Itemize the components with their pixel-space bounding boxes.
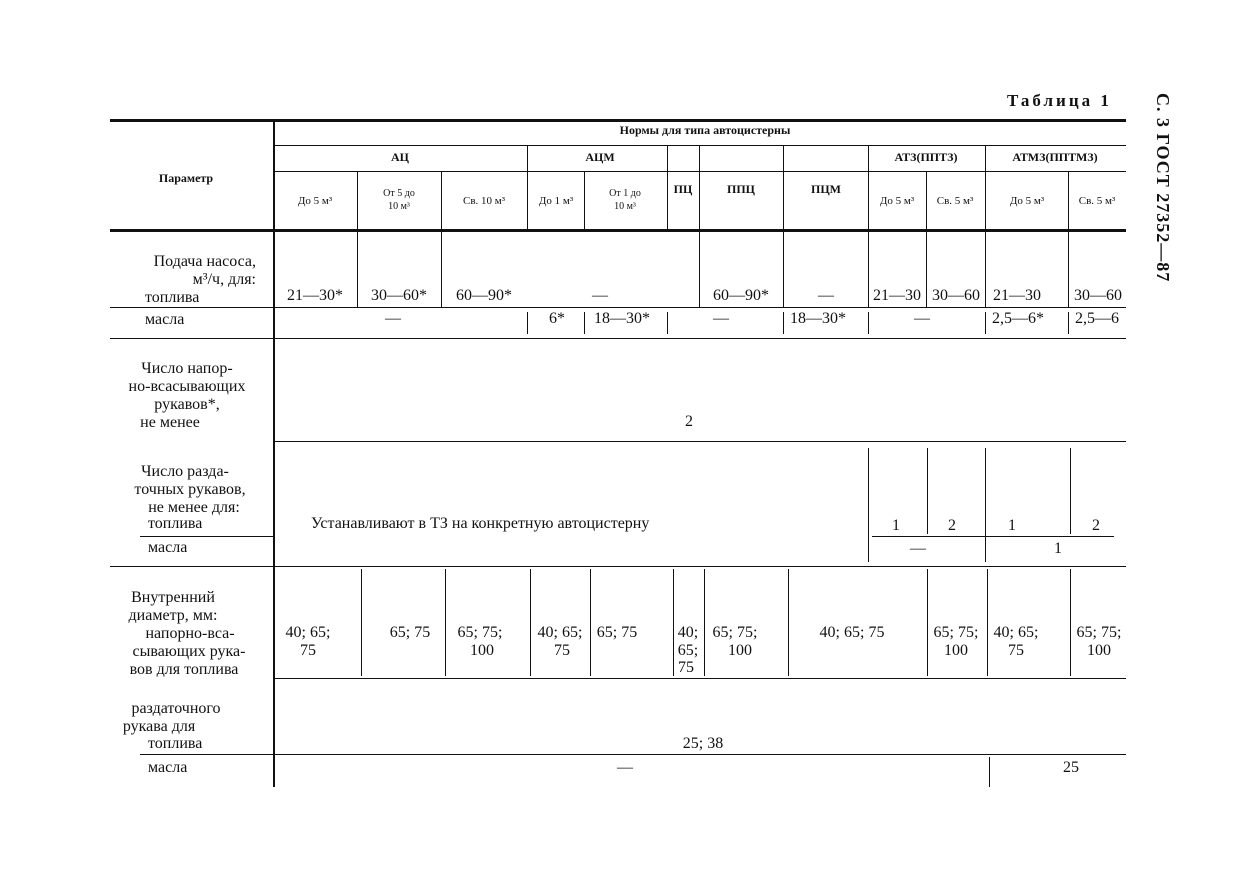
pump-fuel-pcm: — [818,287,834,304]
suction-label-3: рукавов*, [154,396,220,413]
dispense-hose-oil-value: — [617,759,633,776]
header-atz1: До 5 м³ [879,195,915,207]
header-acm2a: От 1 до [609,188,641,199]
pump-oil-atmz2: 2,5—6 [1075,310,1119,327]
header-atmz2: Св. 5 м³ [1078,195,1116,207]
header-group-pcm: ПЦМ [811,182,841,196]
pump-fuel-ac1: 21—30* [287,287,343,304]
diameter-ppc-a: 65; 75; [712,624,758,641]
pump-fuel-atmz2: 30—60 [1074,287,1122,304]
header-parameter: Параметр [158,171,214,185]
header-norms: Нормы для типа автоцистерны [619,123,791,137]
table-label: Таблица 1 [1007,91,1112,110]
diameter-atz2-a: 65; 75; [933,624,979,641]
diameter-acm1-a: 40; 65; [537,624,583,641]
pump-label-2: м³/ч, для: [192,271,256,288]
dispense-oil-atz: — [910,540,926,557]
header-acm2b: 10 м³ [614,201,636,212]
dispense-oil-label: масла [148,539,188,556]
pump-fuel-ac2: 30—60* [371,287,427,304]
pump-fuel-ac3: 60—90* [456,287,512,304]
header-group-acm: АЦМ [585,150,615,164]
diameter-ac2: 65; 75 [389,624,431,641]
pump-oil-acm1: 6* [549,310,565,327]
header-ac2b: 10 м³ [388,201,410,212]
header-group-pc: ПЦ [673,182,693,196]
diameter-label-1: Внутренний [131,589,215,606]
header-ac3: Св. 10 м³ [462,195,506,207]
diameter-atmz1-a: 40; 65; [993,624,1039,641]
pump-oil-label: масла [145,311,185,328]
dispense-hose-fuel-label: топлива [148,735,203,752]
suction-label-2: но-всасывающих [128,378,246,395]
side-title: С. 3 ГОСТ 27352—87 [1153,93,1173,283]
diameter-label-5: вов для топлива [129,661,239,678]
dispense-label-2: точных рукавов, [134,481,246,498]
pump-fuel-atmz1: 21—30 [993,287,1041,304]
dispense-fuel-atz1: 1 [892,517,900,534]
diameter-ac1-a: 40; 65; [285,624,331,641]
header-acm1: До 1 м³ [538,195,574,207]
dispense-label-3: не менее для: [148,499,240,516]
dispense-note: Устанавливают в ТЗ на конкретную автоцистерну [311,515,650,532]
pump-oil-pcm: 18—30* [790,310,846,327]
dispense-fuel-atz2: 2 [948,517,956,534]
diameter-label-2: диаметр, мм: [128,607,218,624]
pump-label-1: Подача насоса, [153,253,256,270]
diameter-pcm: 40; 65; 75 [819,624,885,641]
diameter-pc-c: 75 [678,659,694,676]
pump-oil-ac: — [385,310,401,327]
dispense-fuel-label: топлива [148,515,203,532]
diameter-atmz2-b: 100 [1087,642,1111,659]
pump-oil-pc-ppc: — [713,310,729,327]
dispense-hose-oil-atmz: 25 [1063,759,1079,776]
header-group-atz: АТЗ(ППТЗ) [894,150,958,164]
pump-fuel-atz2: 30—60 [932,287,980,304]
header-group-ac: АЦ [391,150,409,164]
diameter-pc-b: 65; [677,642,699,659]
dispense-hose-oil-label: масла [148,759,188,776]
header-atmz1: До 5 м³ [1009,195,1045,207]
header-group-atmz: АТМЗ(ППТМЗ) [1012,150,1098,164]
dispense-fuel-atmz2: 2 [1092,517,1100,534]
diameter-acm2: 65; 75 [596,624,638,641]
diameter-ac3-b: 100 [470,642,494,659]
pump-fuel-label: топлива [145,289,200,306]
pump-oil-atmz1: 2,5—6* [992,310,1044,327]
diameter-atz2-b: 100 [944,642,968,659]
diameter-atmz2-a: 65; 75; [1076,624,1122,641]
diameter-ac1-b: 75 [300,642,316,659]
header-ac1: До 5 м³ [297,195,333,207]
suction-label-4: не менее [140,414,200,431]
pump-oil-atz: — [914,310,930,327]
header-atz2: Св. 5 м³ [936,195,974,207]
diameter-ac3-a: 65; 75; [457,624,503,641]
diameter-acm1-b: 75 [554,642,570,659]
dispense-label-1: Число разда- [141,463,229,480]
dispense-hose-label-2: рукава для [122,718,196,735]
pump-oil-acm2: 18—30* [594,310,650,327]
pump-fuel-atz1: 21—30 [873,287,921,304]
header-ac2a: От 5 до [383,188,415,199]
diameter-label-4: сывающих рука- [132,643,246,660]
diameter-atmz1-b: 75 [1008,642,1024,659]
pump-fuel-ppc: 60—90* [713,287,769,304]
diameter-pc-a: 40; [677,624,699,641]
dispense-fuel-atmz1: 1 [1008,517,1016,534]
pump-fuel-acm-pc: — [592,287,608,304]
suction-value: 2 [685,413,693,430]
diameter-label-3: напорно-вса- [145,625,235,642]
suction-label-1: Число напор- [141,360,233,377]
diameter-ppc-b: 100 [728,642,752,659]
dispense-hose-fuel-value: 25; 38 [682,735,724,752]
header-group-ppc: ППЦ [726,182,756,196]
dispense-hose-label-1: раздаточного [131,700,221,717]
dispense-oil-atmz: 1 [1054,540,1062,557]
